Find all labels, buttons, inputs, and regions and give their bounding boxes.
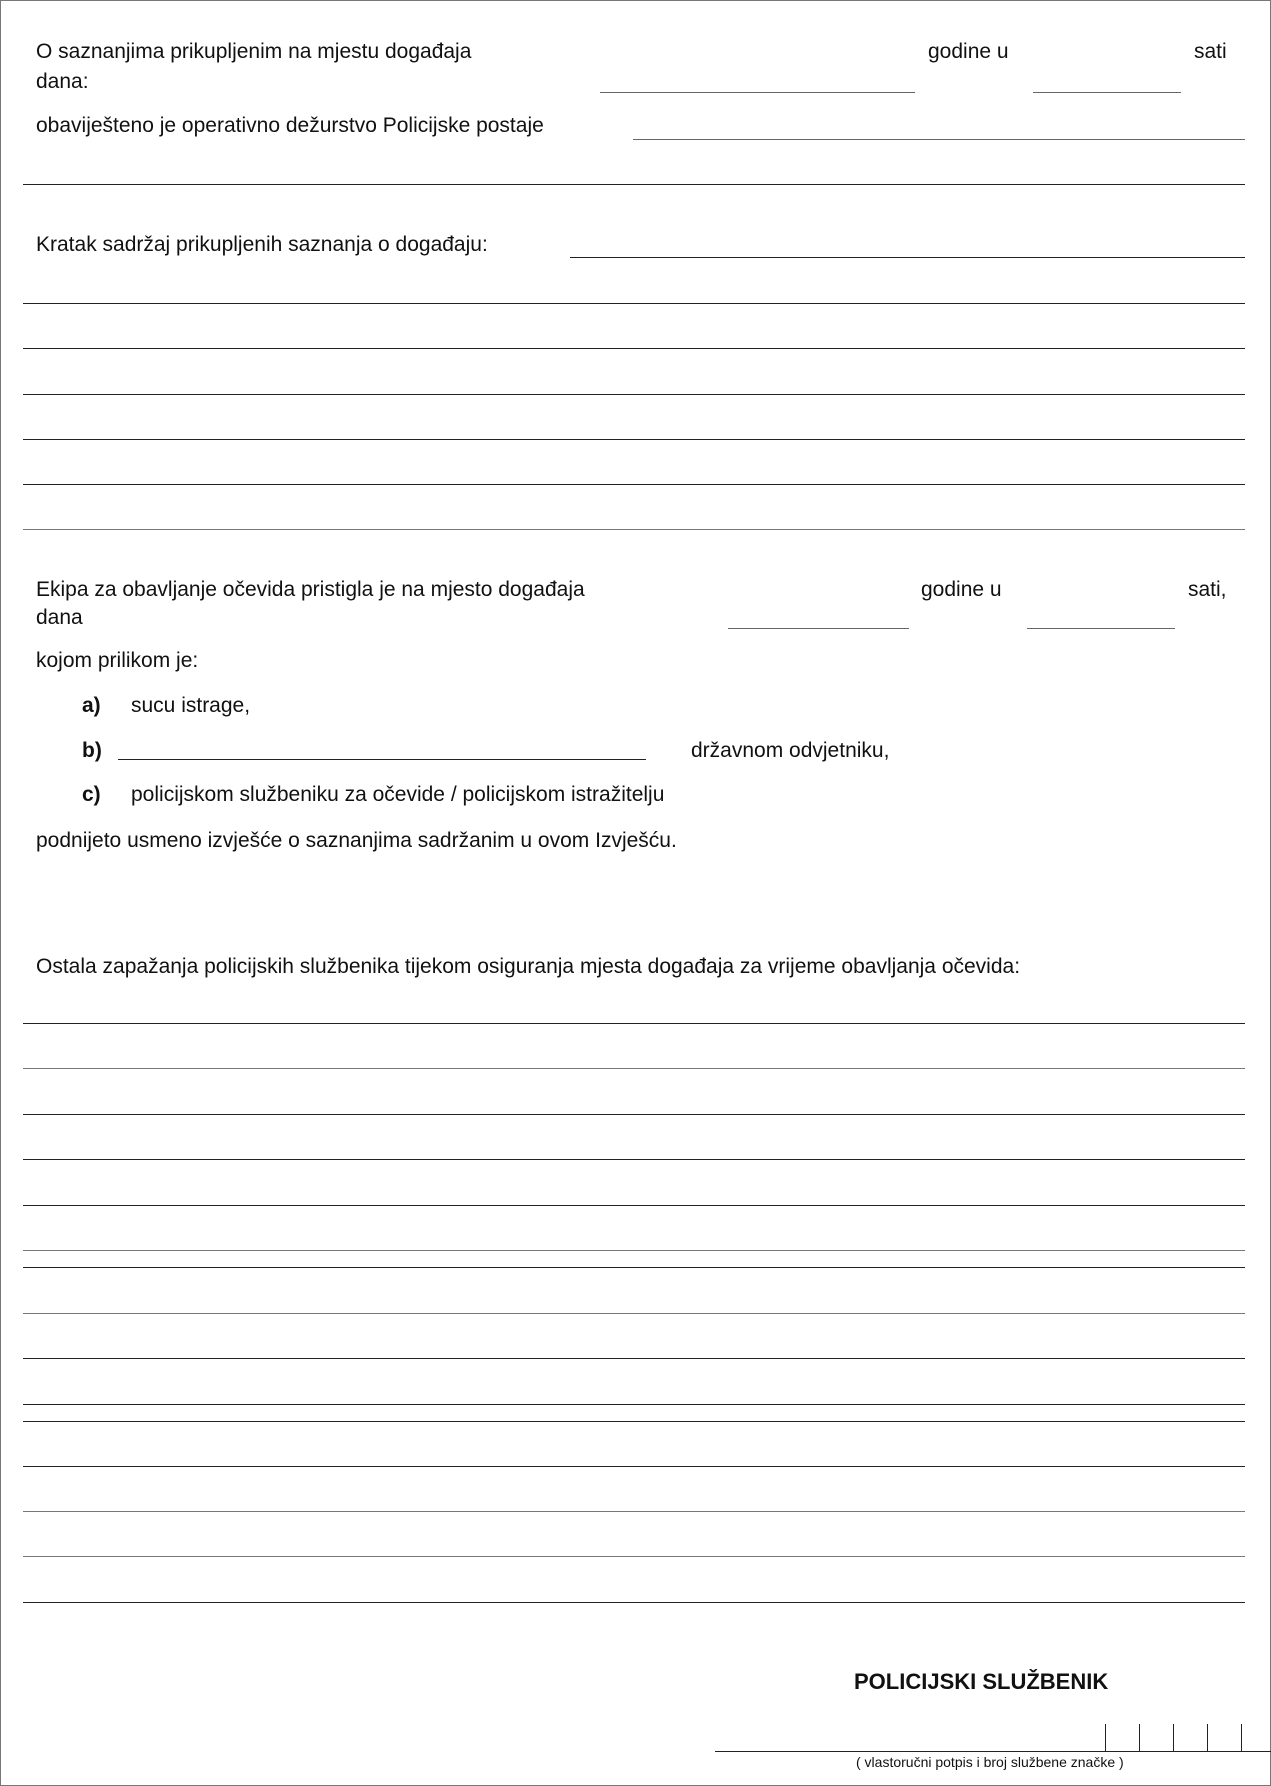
writing-line[interactable] bbox=[23, 1466, 1245, 1467]
writing-line[interactable] bbox=[23, 1421, 1245, 1422]
writing-line[interactable] bbox=[23, 1114, 1245, 1115]
badge-digit-divider bbox=[1207, 1724, 1208, 1751]
item-a-marker: a) bbox=[82, 694, 101, 717]
item-c-marker: c) bbox=[82, 783, 101, 806]
signature-title: POLICIJSKI SLUŽBENIK bbox=[854, 1669, 1109, 1694]
item-b-text: državnom odvjetniku, bbox=[691, 739, 890, 762]
badge-digit-divider bbox=[1173, 1724, 1174, 1751]
writing-line[interactable] bbox=[23, 1602, 1245, 1603]
writing-line[interactable] bbox=[23, 1404, 1245, 1405]
writing-line[interactable] bbox=[23, 1023, 1245, 1024]
police-station-field[interactable] bbox=[633, 139, 1245, 140]
writing-line[interactable] bbox=[23, 303, 1245, 304]
writing-line[interactable] bbox=[23, 439, 1245, 440]
writing-line[interactable] bbox=[23, 394, 1245, 395]
sati-label-2: sati, bbox=[1188, 578, 1227, 601]
podnijeto-text: podnijeto usmeno izvješće o saznanjima sadržanim u ovom Izvješću. bbox=[36, 829, 677, 852]
writing-line[interactable] bbox=[23, 1267, 1245, 1268]
item-a-text: sucu istrage, bbox=[131, 694, 251, 717]
summary-field[interactable] bbox=[570, 257, 1245, 258]
writing-line[interactable] bbox=[23, 1205, 1245, 1206]
writing-line[interactable] bbox=[23, 1313, 1245, 1314]
writing-line[interactable] bbox=[23, 1159, 1245, 1160]
item-c-text: policijskom službeniku za očevide / policijskom istražitelju bbox=[131, 783, 665, 806]
prosecutor-field[interactable] bbox=[118, 759, 646, 760]
item-b-marker: b) bbox=[82, 739, 102, 762]
writing-line[interactable] bbox=[23, 1556, 1245, 1557]
badge-digit-divider bbox=[1139, 1724, 1140, 1751]
badge-digit-divider bbox=[1241, 1724, 1242, 1751]
obavijesteno-text: obaviješteno je operativno dežurstvo Policijske postaje bbox=[36, 114, 544, 137]
dana-label: dana: bbox=[36, 70, 89, 93]
arrival-date-field[interactable] bbox=[728, 628, 909, 629]
sati-label: sati bbox=[1194, 40, 1227, 63]
writing-line[interactable] bbox=[23, 1358, 1245, 1359]
observations-label: Ostala zapažanja policijskih službenika tijekom osiguranja mjesta događaja za vrijeme obavljanja očevida: bbox=[36, 955, 1021, 978]
dana-label-2: dana bbox=[36, 606, 83, 629]
date-field[interactable] bbox=[600, 92, 915, 93]
writing-line[interactable] bbox=[23, 348, 1245, 349]
writing-line[interactable] bbox=[23, 1068, 1245, 1069]
badge-digit-divider bbox=[1105, 1724, 1106, 1751]
writing-line[interactable] bbox=[23, 184, 1245, 185]
arrival-time-field[interactable] bbox=[1027, 628, 1175, 629]
time-field[interactable] bbox=[1033, 92, 1181, 93]
kojom-text: kojom prilikom je: bbox=[36, 649, 199, 672]
writing-line[interactable] bbox=[23, 484, 1245, 485]
writing-line[interactable] bbox=[23, 529, 1245, 530]
ekipa-text: Ekipa za obavljanje očevida pristigla je na mjesto događaja bbox=[36, 578, 585, 601]
summary-label: Kratak sadržaj prikupljenih saznanja o događaju: bbox=[36, 233, 488, 256]
writing-line[interactable] bbox=[23, 1250, 1245, 1251]
godine-label-2: godine u bbox=[921, 578, 1002, 601]
writing-line[interactable] bbox=[23, 1511, 1245, 1512]
intro-text: O saznanjima prikupljenim na mjestu događaja bbox=[36, 40, 472, 63]
godine-label: godine u bbox=[928, 40, 1009, 63]
signature-line[interactable] bbox=[715, 1751, 1271, 1752]
signature-caption: ( vlastoručni potpis i broj službene značke ) bbox=[856, 1754, 1124, 1770]
